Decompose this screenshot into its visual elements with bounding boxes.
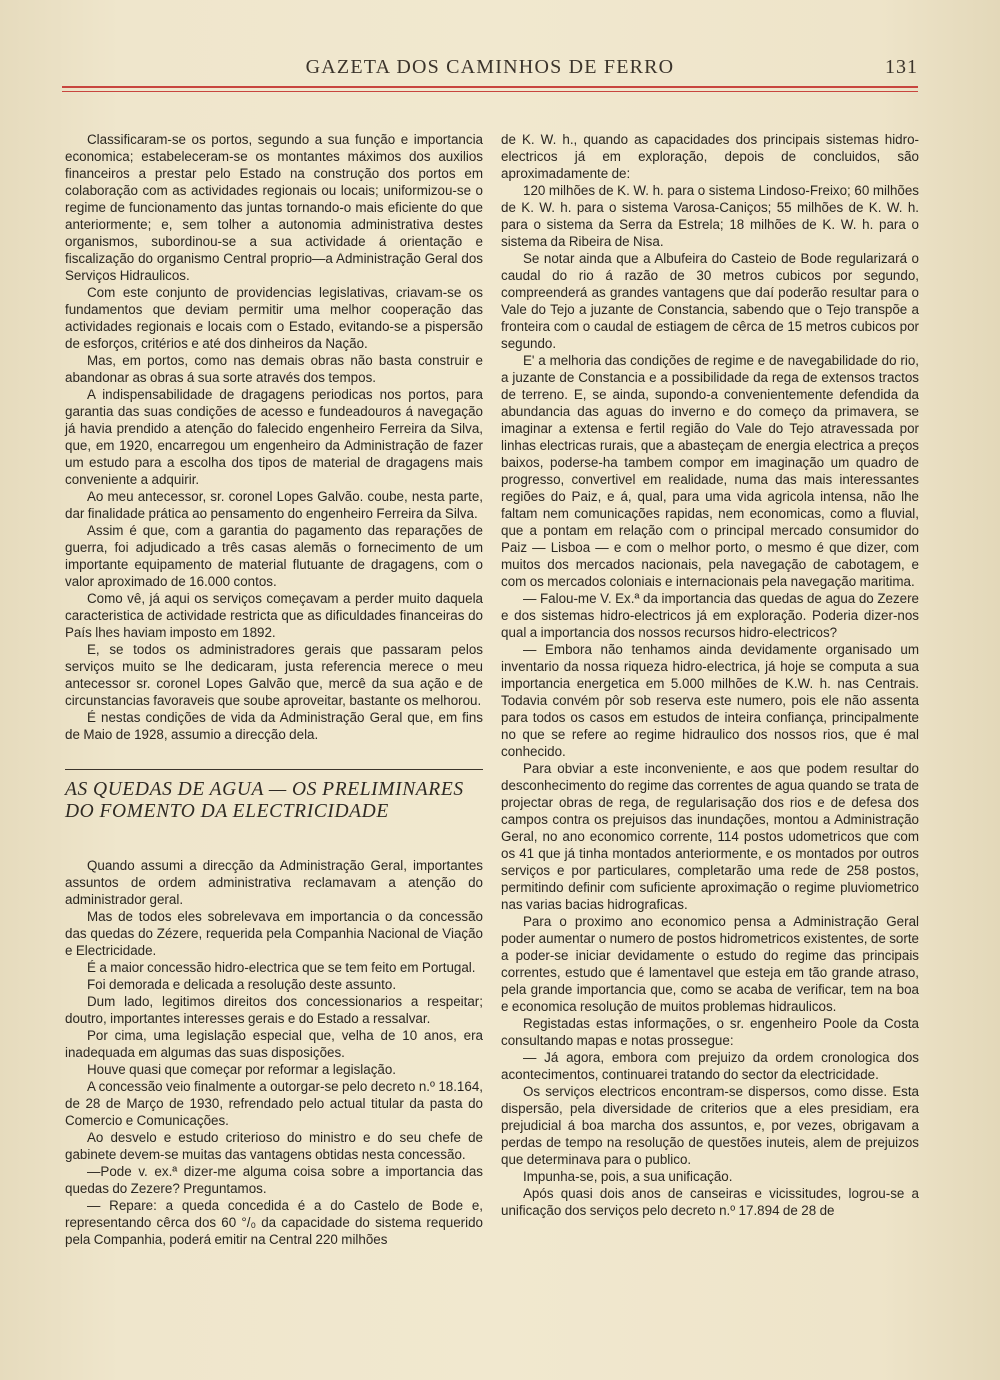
paragraph: Como vê, já aqui os serviços começavam a perder muito daquela caracteristica de actividade restricta que as dificuldades financeiras do País lhes haviam imposto em 1892. — [65, 591, 483, 640]
paragraph: A concessão veio finalmente a outorgar-se pelo decreto n.º 18.164, de 28 de Março de 1930, refrendado pelo actual titular da pasta do Comercio e Comunicações. — [65, 1079, 483, 1128]
publication-title: GAZETA DOS CAMINHOS DE FERRO — [305, 56, 675, 78]
paragraph: A indispensabilidade de dragagens periodicas nos portos, para garantia das suas condições de acesso e fundeadouros á navegação já havia prendido a atenção do falecido engenheiro Ferreira da Silva, que, em 1920, encarregou um engenheiro da Administração de fazer um estudo para a escolha dos tipos de material de dragagens mais conveniente a adquirir. — [65, 387, 483, 487]
paragraph: É a maior concessão hidro-electrica que se tem feito em Portugal. — [87, 960, 476, 975]
paragraph: Ao desvelo e estudo criterioso do ministro e do seu chefe de gabinete devem-se muitas das vantagens obtidas nesta concessão. — [65, 1130, 483, 1162]
paragraph: Classificaram-se os portos, segundo a sua função e importancia economica; estabeleceram-se os montantes máximos dos auxilios financeiros a prestar pelo Estado na construção dos portos em colaboração com as actividades regionais ou locais; uniformizou-se o regime de funcionamento das juntas tornando-o mais eficiente do que anteriormente; e, sem tolher a autonomia administrativa destes organismos, subordinou-se a sua actividade á orientação e fiscalização do organismo Central proprio—a Administração Geral dos Serviços Hidraulicos. — [65, 132, 483, 283]
paragraph: Quando assumi a direcção da Administração Geral, importantes assuntos de ordem administrativa reclamavam a atenção do administrador geral. — [65, 858, 483, 907]
paragraph: Com este conjunto de providencias legislativas, criavam-se os fundamentos que deviam permitir uma melhor cooperação das actividades regionais e locais com o Estado, evitando-se a pispersão de esforços, critérios e até dos dinheiros da Nação. — [65, 285, 483, 351]
paragraph: Se notar ainda que a Albufeira do Casteio de Bode regularizará o caudal do rio á razão de 30 metros cubicos por segundo, compreenderá as grandes vantagens que daí poderão resultar para o Vale do Tejo a juzante de Constancia, sabendo que o Tejo transpõe a fronteira com o caudal de estiagem de cêrca de 15 metros cubicos por segundo. — [501, 251, 919, 351]
paragraph: E, se todos os administradores gerais que passaram pelos serviços muito se lhe dedicaram, justa referencia merece o meu antecessor sr. coronel Lopes Galvão que, mercê da sua ação e de circunstancias favoraveis que soube aproveitar, bastante os melhorou. — [65, 642, 483, 708]
page-header — [62, 56, 918, 80]
paragraph: Impunha-se, pois, a sua unificação. — [523, 1169, 733, 1184]
paragraph: — Embora não tenhamos ainda devidamente organisado um inventario da nossa riqueza hidro-electrica, já hoje se computa a sua importancia energetica em 5.000 milhões de K.W. h. nas Centrais. Todavia convém pôr sob reserva este numero, pois ele não assenta para todos os casos em estudos de inteira confiança, principalmente no que se refere ao regime hidraulico dos nossos rios, que é mal conhecido. — [501, 642, 919, 759]
left-column — [65, 131, 483, 1248]
section-title-line-2: DO FOMENTO DA ELECTRICIDADE — [65, 801, 389, 822]
paragraph: —Pode v. ex.ª dizer-me alguma coisa sobre a importancia das quedas do Zezere? Preguntamos. — [65, 1164, 483, 1196]
right-column — [501, 131, 919, 1219]
paragraph: Para obviar a este inconveniente, e aos que podem resultar do desconhecimento do regime das correntes de agua quando se trata de projectar obras de rega, de regularisação dos rios e de defesa dos campos contra os prejuisos das inundações, montou a Administração Geral, no ano economico corrente, 114 postos udometricos que com os 41 que já tinha montados anteriormente, e os montados por outros serviços e por particulares, completarão uma rede de 258 postos, permitindo definir com suficiente aproximação o regime pluviometrico nas varias bacias hidrograficas. — [501, 761, 919, 912]
paragraph: Houve quasi que começar por reformar a legislação. — [87, 1062, 397, 1077]
header-rule — [62, 86, 918, 92]
section-heading — [65, 769, 483, 823]
paragraph: Registadas estas informações, o sr. engenheiro Poole da Costa consultando mapas e notas prossegue: — [501, 1016, 919, 1048]
page-number: 131 — [885, 56, 918, 78]
paragraph: — Repare: a queda concedida é a do Castelo de Bode e, representando cêrca dos 60 °/₀ da capacidade do sistema requerido pela Companhia, poderá emitir na Central 220 milhões — [65, 1198, 483, 1247]
paragraph: Ao meu antecessor, sr. coronel Lopes Galvão. coube, nesta parte, dar finalidade prática ao pensamento do engenheiro Ferreira da Silva. — [65, 489, 483, 521]
section-title-line-1: AS QUEDAS DE AGUA — OS PRELIMINARES — [65, 779, 464, 800]
paragraph: Para o proximo ano economico pensa a Administração Geral poder aumentar o numero de postos hidrometricos existentes, de sorte a poder-se iniciar devidamente o estudo do regime das principais correntes, estudo que é lamentavel que esteja em tão grande atraso, pela grande importancia que, como se acaba de verificar, tem na boa e economica resolução de muitos problemas hidraulicos. — [501, 914, 919, 1014]
paragraph: Os serviços electricos encontram-se dispersos, como disse. Esta dispersão, pela diversidade de criterios que a eles presidiam, era prejudicial á boa marcha dos assuntos, e, por vezes, obrigavam a perdas de tempo na resolução de questões inuteis, alem de prejuizos que determinava para o publico. — [501, 1084, 919, 1167]
paragraph: Mas de todos eles sobrelevava em importancia o da concessão das quedas do Zézere, requerida pela Companhia Nacional de Viação e Electricidade. — [65, 909, 483, 958]
paragraph: Dum lado, legitimos direitos dos concessionarios a respeitar; doutro, importantes interesses gerais e do Estado a ressalvar. — [65, 994, 483, 1026]
paragraph: Assim é que, com a garantia do pagamento das reparações de guerra, foi adjudicado a três casas alemãs o fornecimento de um importante equipamento de material flutuante de dragagens, com o valor aproximado de 16.000 contos. — [65, 523, 483, 589]
paragraph: — Já agora, embora com prejuizo da ordem cronologica dos acontecimentos, continuarei tratando do sector da electricidade. — [501, 1050, 919, 1082]
paragraph: — Falou-me V. Ex.ª da importancia das quedas de agua do Zezere e dos sistemas hidro-electricos já em exploração. Poderia dizer-nos qual a importancia dos nossos recursos hidro-electricos? — [501, 591, 919, 640]
paragraph: 120 milhões de K. W. h. para o sistema Lindoso-Freixo; 60 milhões de K. W. h. para o sistema Varosa-Caniços; 55 milhões de K. W. h. para o sistema da Serra da Estrela; 18 milhões de K. W. h. para o sistema da Ribeira de Nisa. — [501, 183, 919, 249]
paragraph: Por cima, uma legislação especial que, velha de 10 anos, era inadequada em algumas das suas disposições. — [65, 1028, 483, 1060]
paragraph: E' a melhoria das condições de regime e de navegabilidade do rio, a juzante de Constancia e a possibilidade da rega de extensos tractos de terreno. E, se ainda, supondo-a convenientemente defendida da abundancia das aguas do inverno e do começo da primavera, se imaginar a extensa e fertil região do Vale do Tejo atravessada por linhas electricas rurais, que a abasteçam de energia electrica a preços baixos, poderse-ha tambem compor em imaginação um quadro de progresso, convertivel em realidade, numa das mais interessantes regiões do Paiz, e á, qual, para uma vida agricola intensa, não lhe faltam nem comunicações rapidas, nem economicas, como a fluvial, que a pontam em relação com o principal mercado consumidor do Paiz — Lisboa — e com o melhor porto, o mesmo é que dizer, com muitos dos mercados nacionais, pela navegação de cabotagem, e com os mercados coloniais e internacionais pela navegação maritima. — [501, 353, 919, 589]
paragraph: Foi demorada e delicada a resolução deste assunto. — [87, 977, 397, 992]
paragraph: Mas, em portos, como nas demais obras não basta construir e abandonar as obras á sua sorte através dos tempos. — [65, 353, 483, 385]
paragraph: Após quasi dois anos de canseiras e vicissitudes, logrou-se a unificação dos serviços pelo decreto n.º 17.894 de 28 de — [501, 1186, 919, 1218]
paragraph: É nestas condições de vida da Administração Geral que, em fins de Maio de 1928, assumio a direcção dela. — [65, 710, 483, 742]
paragraph-continuation: de K. W. h., quando as capacidades dos principais sistemas hidro-electricos já em exploração, depois de concluidos, são aproximadamente de: — [501, 132, 919, 181]
